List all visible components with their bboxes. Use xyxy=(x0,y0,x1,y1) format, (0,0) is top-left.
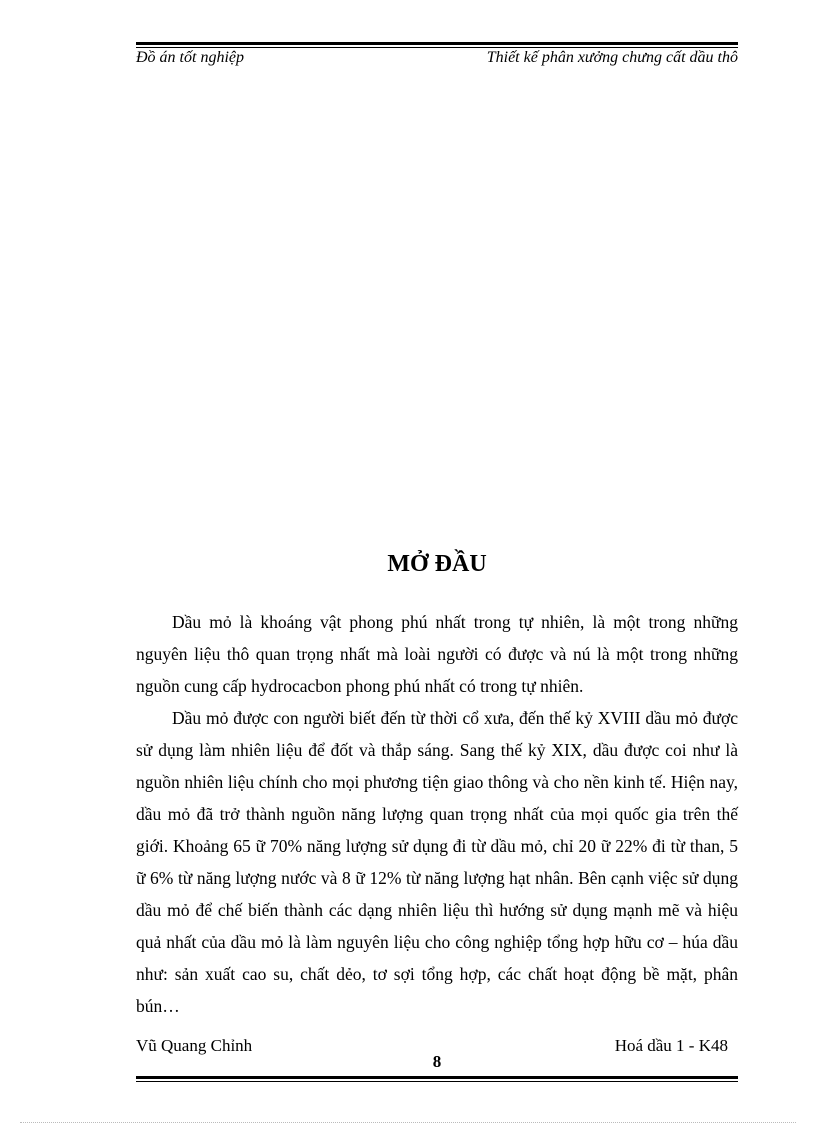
page-header xyxy=(136,48,738,68)
footer-author: Vũ Quang Chỉnh xyxy=(136,1036,253,1055)
paragraph-2: Dầu mỏ được con người biết đến từ thời cổ xưa, đến thế kỷ XVIII dầu mỏ được sử dụng làm nhiên liệu để đốt và thắp sáng. Sang thế kỷ XIX, dầu được coi như là nguồn nhiên liệu chính cho mọi phương tiện giao thông và cho nền kinh tế. Hiện nay, dầu mỏ đã trở thành nguồn năng lượng quan trọng nhất của mọi quốc gia trên thế giới. Khoảng 65 ữ 70% năng lượng sử dụng đi từ dầu mỏ, chỉ 20 ữ 22% đi từ than, 5 ữ 6% từ năng lượng nước và 8 ữ 12% từ năng lượng hạt nhân. Bên cạnh việc sử dụng dầu mỏ để chế biến thành các dạng nhiên liệu thì hướng sử dụng mạnh mẽ và hiệu quả nhất của dầu mỏ là làm nguyên liệu cho công nghiệp tổng hợp hữu cơ – húa dầu như: sản xuất cao su, chất dẻo, tơ sợi tổng hợp, các chất hoạt động bề mặt, phân bún… xyxy=(136,708,738,1016)
body-text xyxy=(136,606,738,1022)
header-left-text: Đồ án tốt nghiệp xyxy=(136,49,244,66)
footer-class: Hoá dầu 1 - K48 xyxy=(614,1036,728,1055)
paragraph-1: Dầu mỏ là khoáng vật phong phú nhất trong tự nhiên, là một trong những nguyên liệu thô quan trọng nhất mà loài người có được và nú là một trong những nguồn cung cấp hydrocacbon phong phú nhất có trong tự nhiên. xyxy=(136,612,738,696)
header-right-text: Thiết kế phân xưởng chưng cất dầu thô xyxy=(486,49,738,66)
header-rule xyxy=(136,42,738,45)
section-title: MỞ ĐẦU xyxy=(387,551,487,577)
footer-rule xyxy=(136,1076,738,1079)
page-number: 8 xyxy=(432,1052,442,1071)
